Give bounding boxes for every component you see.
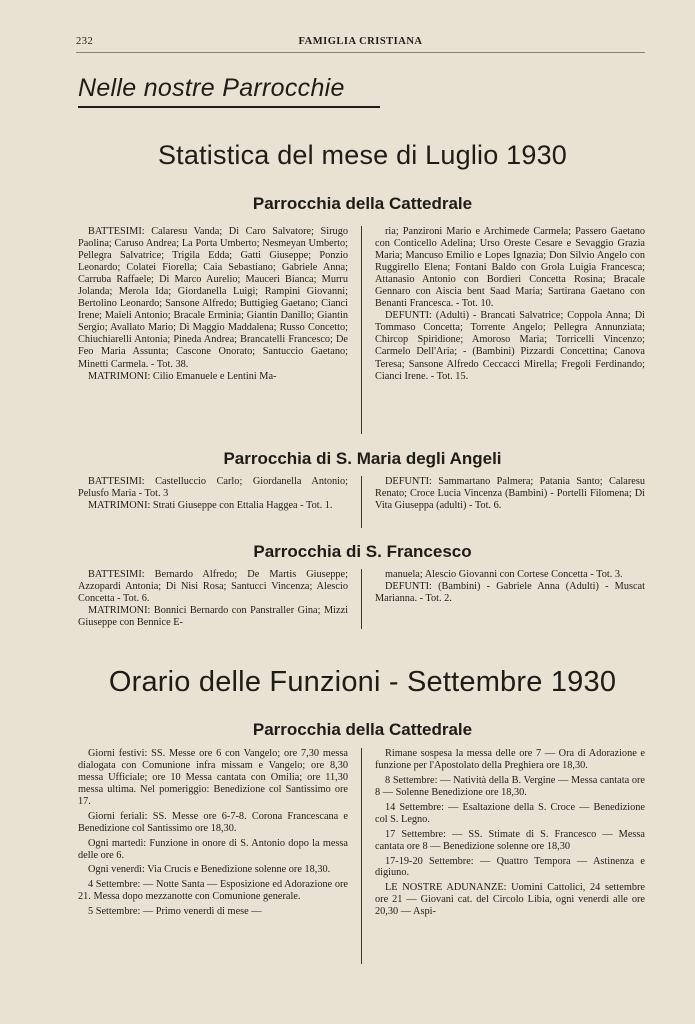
paragraph: DEFUNTI: (Adulti) - Brancati Salvatrice; Coppola Anna; Di Tommaso Concetta; Torrente Angelo; Pellegra Annunziata; Chircop Spiridione; Amoroso Maria; Torricelli Vincenzo; Carmelo Dell'Aria; - (Bambini) Pizzardi Concettina; Canova Teresa; Sansone Alfredo Ceccacci Mirella; Fregoli Ferdinando; Cianci Irene. - Tot. 15. (375, 310, 645, 382)
paragraph: DEFUNTI: Sammartano Palmera; Patania Santo; Calaresu Renato; Croce Lucia Vincenza (Bambini) - Portelli Filomena; Di Vita Giuseppa (adulti) - Tot. 6. (375, 476, 645, 512)
right-column (361, 569, 645, 629)
paragraph: MATRIMONI: Cilio Emanuele e Lentini Ma- (88, 370, 277, 382)
parish-cattedrale-columns (78, 226, 652, 434)
paragraph: BATTESIMI: Bernardo Alfredo; De Martis Giuseppe; Azzopardi Antonia; Di Nisi Rosa; Santucci Vincenza; Alescio Concetta - Tot. 6. (78, 569, 348, 605)
publication-title: FAMIGLIA CRISTIANA (298, 36, 423, 47)
right-column (361, 476, 645, 528)
paragraph: BATTESIMI: Castelluccio Carlo; Giordanella Antonio; Pelusfo Maria - Tot. 3 (78, 476, 348, 500)
rubric-heading: Nelle nostre Parrocchie (78, 74, 380, 108)
paragraph: Ogni martedì: Funzione in onore di S. Antonio dopo la messa delle ore 6. (78, 837, 348, 861)
paragraph: 14 Settembre: — Esaltazione della S. Croce — Benedizione col S. Legno. (375, 801, 645, 825)
parish-heading-san-francesco: Parrocchia di S. Francesco (253, 542, 472, 561)
paragraph: 8 Settembre: — Natività della B. Vergine — Messa cantata ore 8 — Solenne Benedizione ore 18,30. (375, 774, 645, 798)
paragraph: 17 Settembre: — SS. Stimate di S. Francesco — Messa cantata ore 8 — Benedizione solenne ore 18,30 (375, 828, 645, 852)
left-column (78, 748, 361, 964)
left-column (78, 476, 361, 528)
parish-santa-maria-columns (78, 476, 652, 528)
paragraph: BATTESIMI: Calaresu Vanda; Di Caro Salvatore; Sirugo Paolina; Caruso Andrea; La Porta Umberto; Nesmeyan Umberto; Pellegra Salvatrice; Trigila Edda; Gatti Giuseppe; Ponzio Leonardo; Colatei Fiorella; Caia Sebastiano; Gabriele Anna; Carruba Raffaele; Di Marco Aurelio; Mauceri Bianca; Murru Jolanda; Merola Ida; Giordanella Luigi; Rampini Giovanni; Bertolino Leonardo; Sansone Alfredo; Buttigieg Gaetano; Cianci Irene; Maieli Antonio; Bracale Erminia; Giantin Danillo; Giantin Sergio; Avallato Mario; Di Maggio Maddalena; Russo Concetto; Chiuchiarelli Antonia; Pineda Andrea; Brancatelli Francesco; De Feo Maria Assunta; Cascone Onorato; Santuccio Gaetano; Minetti Carmela. - Tot. 38. (78, 226, 348, 370)
paragraph: Giorni feriali: SS. Messe ore 6-7-8. Corona Francescana e Benedizione col Santissimo ore 18,30. (78, 810, 348, 834)
parish-heading-santa-maria: Parrocchia di S. Maria degli Angeli (223, 449, 502, 468)
paragraph: 5 Settembre: — Primo venerdì di mese — (88, 906, 262, 918)
paragraph: Ogni venerdì: Via Crucis e Benedizione solenne ore 18,30. (88, 864, 331, 876)
paragraph: manuela; Alescio Giovanni con Cortese Concetta - Tot. 3. (385, 569, 623, 580)
paragraph: MATRIMONI: Strati Giuseppe con Ettalia Haggea - Tot. 1. (88, 500, 333, 512)
paragraph: DEFUNTI: (Bambini) - Gabriele Anna (Adulti) - Muscat Marianna. - Tot. 2. (375, 581, 645, 605)
left-column (78, 569, 361, 629)
paragraph: MATRIMONI: Bonnici Bernardo con Panstraller Gina; Mizzi Giuseppe con Bennice E- (78, 605, 348, 629)
right-column (361, 748, 645, 964)
parish-san-francesco-columns (78, 569, 652, 629)
paragraph: ria; Panzironi Mario e Archimede Carmela; Passero Gaetano con Conticello Adelina; Urso Oreste Cesare e Sevaggio Grazia Maria; Mancuso Emilio e Lopes Ignazia; Don Silvio Angelo con Ruggirello Elena; Fontani Baldo con Grola Luigia Francesca; Attanasio Antonio con Bordieri Concetta Rosina; Bracale Gennaro con Aiscia bent Saad Maria; Sartirana Gaetano con Benanti Francesca. - Tot. 10. (375, 226, 645, 310)
parish-heading-cattedrale: Parrocchia della Cattedrale (252, 194, 473, 213)
paragraph: 17-19-20 Settembre: — Quattro Tempora — Astinenza e digiuno. (375, 855, 645, 879)
stats-title: Statistica del mese di Luglio 1930 (157, 140, 568, 170)
page-number: 232 (76, 36, 94, 47)
left-column (78, 226, 361, 434)
page-header (76, 32, 645, 53)
paragraph: Rimane sospesa la messa delle ore 7 — Ora di Adorazione e funzione per l'Apostolato della Preghiera ore 18,30. (375, 748, 645, 771)
paragraph: LE NOSTRE ADUNANZE: Uomini Cattolici, 24 settembre ore 21 — Giovani cat. del Circolo Libia, ogni venerdì alle ore 20,30 — Aspi- (375, 882, 645, 918)
paragraph: 4 Settembre: — Notte Santa — Esposizione ed Adorazione ore 21. Messa dopo mezzanotte con Comunione generale. (78, 879, 348, 903)
schedule-columns (78, 748, 652, 964)
parish-heading-schedule-cattedrale: Parrocchia della Cattedrale (252, 720, 473, 739)
schedule-title: Orario delle Funzioni - Settembre 1930 (108, 666, 617, 698)
paragraph: Giorni festivi: SS. Messe ore 6 con Vangelo; ore 7,30 messa dialogata con Comunione infra missam e Vangelo; ore 8,30 messa Ufficiale; ore 10 Messa cantata con Omilia; ore 11,30 messa ultima. Nel pomeriggio: Benedizione col Santissimo ore 17. (78, 748, 348, 807)
right-column (361, 226, 645, 434)
